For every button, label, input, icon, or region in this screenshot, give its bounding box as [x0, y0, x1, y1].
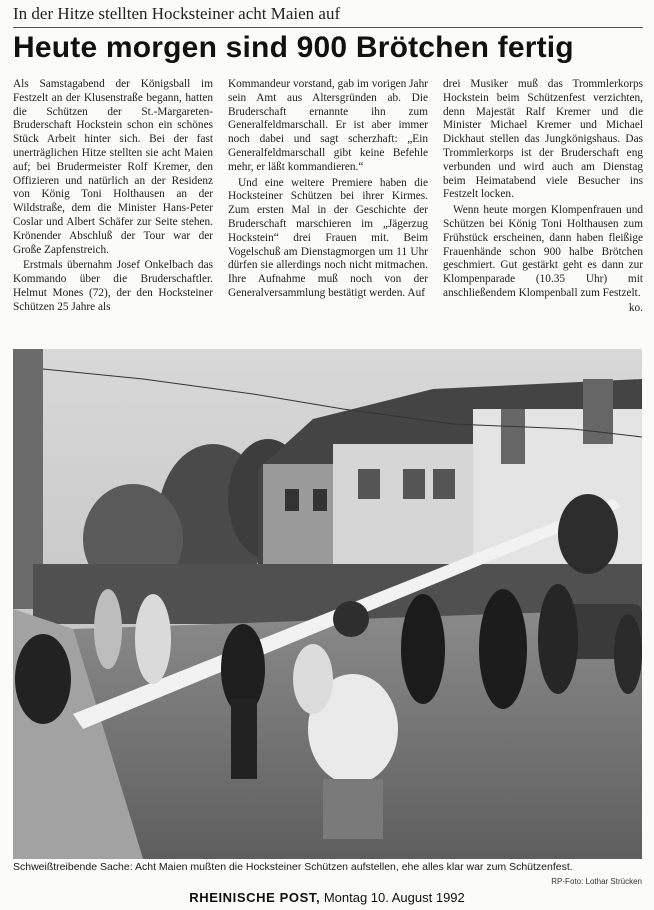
paragraph: Und eine weitere Premiere haben die Hocksteiner Schützen bei ihrer Kirmes. Zum ersten Mal in der Geschichte der Bruderschaft marschieren im „Jägerzug Hockstein“ drei Frauen mit. Beim Vogelschuß am Dienstagmorgen um 11 Uhr dürfen sie allerdings noch nicht mitmachen. Ihre Aufnahme muß noch von der Generalversammlung bestätigt werden. Auf — [228, 176, 428, 299]
article-kicker: In der Hitze stellten Hocksteiner acht Maien auf — [13, 4, 341, 23]
photo-credit: RP-Foto: Lothar Strücken — [551, 877, 642, 886]
photo-caption: Schweißtreibende Sache: Acht Maien mußten die Hocksteiner Schützen aufstellen, ehe alles klar war zum Schützenfest. — [13, 861, 573, 873]
paragraph: Kommandeur vorstand, gab im vorigen Jahr sein Amt aus Altersgründen ab. Die Bruderschaft ernannte ihn zum Generalfeldmarschall. Er ist aber immer noch dabei und sagt scherzhaft: „Ein Generalfeldmarschall gibt keine Befehle mehr, er läßt kommandieren.“ — [228, 78, 428, 173]
article-headline: Heute morgen sind 900 Brötchen fertig — [13, 31, 574, 64]
author-signature: ko. — [628, 301, 643, 314]
text-column-1 — [13, 78, 213, 315]
paragraph: drei Musiker muß das Trommlerkorps Hockstein beim Schützenfest verzichten, denn Majestät Ralf Kremer und die Minister Michael Kremer und Michael Dickhaut stellen das Jungkönigshaus. Das Trommlerkorps ist der Bruderschaft eng verbunden und wird auch am Dienstag beim Heimatabend viele Besucher ins Festzelt locken. — [443, 78, 643, 201]
news-photo — [13, 349, 642, 859]
paragraph: Wenn heute morgen Klompenfrauen und Schützen bei König Toni Holthausen zum Frühstück erscheinen, dann haben fleißige Frauenhände schon 900 halbe Brötchen geschmiert. Gut gestärkt geht es dann zur Klompenparade (10.35 Uhr) mit anschließendem Klompenball zum Festzelt. — [443, 204, 643, 299]
publication-line — [0, 890, 654, 906]
text-column-3 — [443, 78, 643, 316]
newspaper-name: RHEINISCHE POST, — [189, 890, 321, 905]
publication-date: Montag 10. August 1992 — [323, 890, 465, 905]
paragraph: Als Samstagabend der Königsball im Festzelt an der Klusenstraße begann, hatten die Schützen der St.-Margareten-Bruderschaft Hockstein schon ein schönes Stück Arbeit hinter sich. Bei der fast unerträglichen Hitze stellten sie acht Maien auf; bei Brudermeister Rolf Kremer, den Offizieren und natürlich an der Residenz von König Toni Holthausen an der Wildstraße, dem die Minister Hans-Peter Coslar und Albert Schäfer zur Seite stehen. Krönender Abschluß der Tour war der Große Zapfenstreich. — [13, 78, 213, 256]
paragraph: Erstmals übernahm Josef Onkelbach das Kommando über die Bruderschaftler. Helmut Mones (72), der den Hocksteiner Schützen 25 Jahre als — [13, 259, 213, 313]
kicker-rule — [13, 27, 643, 28]
photo-street-scene — [13, 349, 642, 859]
text-column-2 — [228, 78, 428, 301]
